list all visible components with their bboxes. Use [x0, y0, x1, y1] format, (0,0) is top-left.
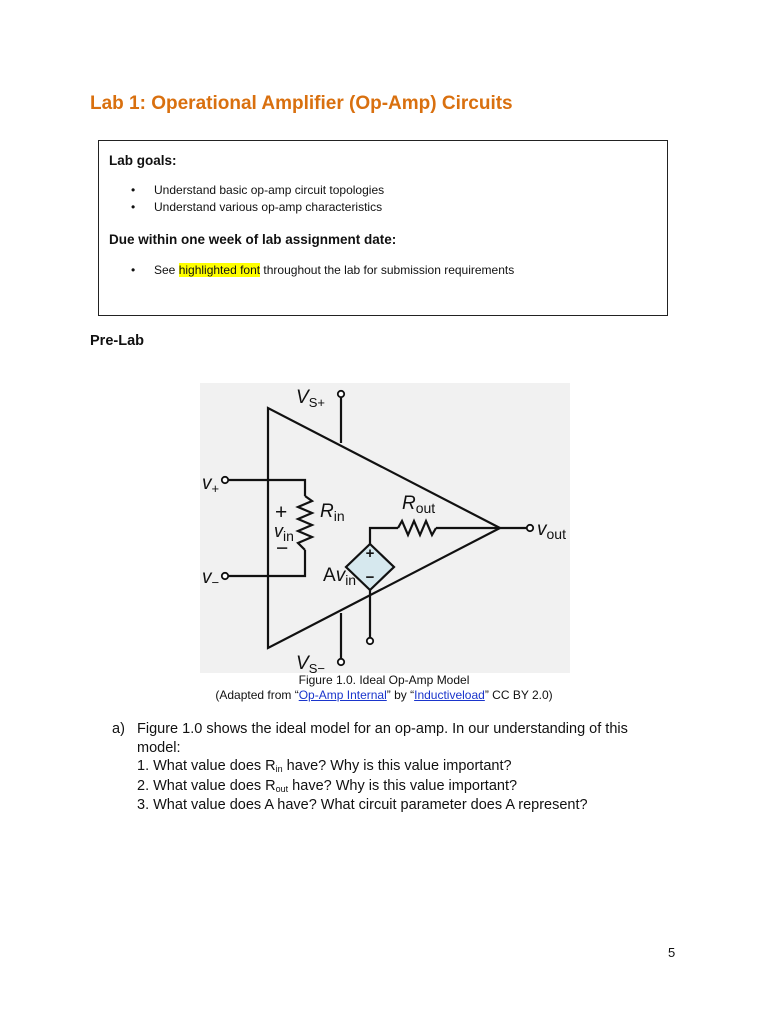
- goal-item: • Understand various op-amp characteristics: [131, 200, 383, 214]
- vs-plus-label: $V_{S+}$: [296, 387, 325, 410]
- question-a: [112, 720, 672, 815]
- question-intro: Figure 1.0 shows the ideal model for an op-amp. In our understanding of this model:: [137, 721, 628, 756]
- page-title: Lab 1: Operational Amplifier (Op-Amp) Circuits: [90, 93, 513, 114]
- lab-goals-box: [98, 140, 668, 316]
- rout-label: $R_{out}$: [402, 493, 436, 516]
- svg-text:−: −: [365, 569, 375, 586]
- due-heading: Due within one week of lab assignment date:: [109, 232, 397, 247]
- rin-label: $R_{in}$: [320, 501, 345, 524]
- figure-caption: Figure 1.0. Ideal Op-Amp Model: [298, 673, 470, 687]
- figure-attribution: (Adapted from “Op-Amp Internal” by “Inductiveload” CC BY 2.0): [215, 688, 553, 702]
- vin-label: $v_{in}$: [274, 521, 294, 544]
- plus-sign: +: [275, 501, 288, 524]
- v-minus-label: $v_-$: [202, 567, 220, 590]
- page-number: 5: [668, 945, 676, 960]
- question-label: a): [112, 721, 125, 737]
- vs-minus-label: $V_{S-}$: [296, 653, 325, 673]
- question-item: 2. What value does $R_{out}$ have? Why is this value important?: [137, 777, 518, 794]
- svg-text:+: +: [365, 545, 375, 562]
- question-item: 1. What value does $R_{in}$ have? Why is this value important?: [137, 758, 512, 774]
- avin-label: $Av_{in}$: [323, 565, 357, 588]
- goal-item: • Understand basic op-amp circuit topologies: [131, 183, 385, 197]
- minus-sign: −: [276, 537, 289, 560]
- op-amp-internal-link[interactable]: Op-Amp Internal: [298, 688, 387, 702]
- lab-goals-heading: Lab goals:: [109, 153, 177, 168]
- due-item: • See highlighted font throughout the lab for submission requirements: [131, 263, 515, 277]
- v-plus-label: $v_+$: [202, 473, 220, 496]
- inductiveload-link[interactable]: Inductiveload: [414, 688, 485, 702]
- vout-label: $v_{out}$: [537, 519, 566, 542]
- op-amp-diagram: [200, 383, 570, 673]
- section-heading-prelab: Pre-Lab: [90, 333, 144, 349]
- highlighted-text: highlighted font: [178, 263, 261, 277]
- question-item: 3. What value does A have? What circuit parameter does A represent?: [137, 797, 588, 813]
- op-amp-figure: [200, 383, 570, 673]
